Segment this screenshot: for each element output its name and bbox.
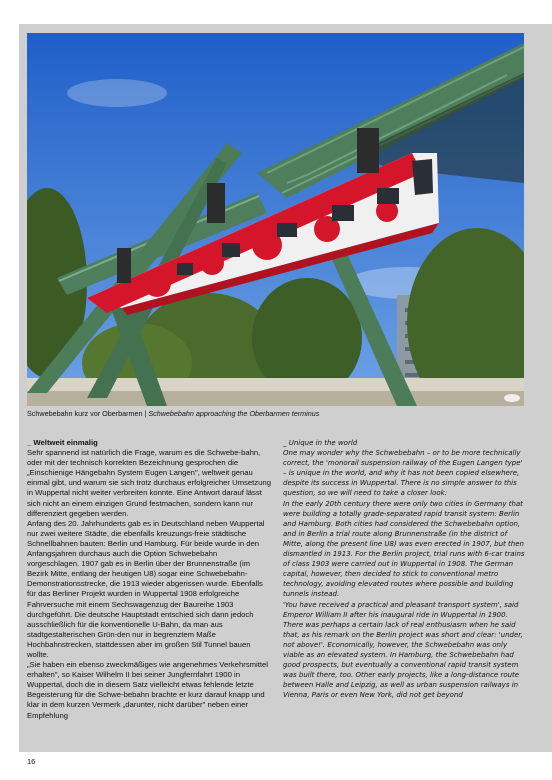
german-column (27, 438, 271, 721)
photo-caption (27, 409, 527, 418)
monorail-photo-icon (27, 33, 524, 406)
german-paragraph: Sehr spannend ist natürlich die Frage, warum es die Schwebe-bahn, oder mit der technisch korrekten Bezeichnung gesprochen die „Einschienige Hängebahn System Eugen Langen", weltweit genau einmal gibt, und warum sie sich trotz durchaus erfolgreicher Umsetzung in Wuppertal nicht weiter verbreiten konnte. Eine Antwort darauf lässt sich nicht an einem einzigen Grund festmachen, sondern kann nur differenziert gegeben werden. (27, 448, 271, 518)
photo-watermark-icon (504, 394, 520, 402)
page-number: 16 (27, 757, 36, 766)
caption-english: Schwebebahn approaching the Oberbarmen terminus (148, 409, 320, 418)
english-column (283, 438, 527, 700)
caption-german: Schwebebahn kurz vor Oberbarmen (27, 409, 143, 418)
german-paragraph: „Sie haben ein ebenso zweckmäßiges wie angenehmes Verkehrsmittel erhalten", so Kaiser Wilhelm II bei seiner Jungfernfahrt 1900 in Wuppertal, doch die in diesem Satz vielleicht etwas fehlende letzte Begeisterung für die Schwe-bebahn brachte er kurz darauf knapp und klar in dem kurzen Vermerk „darunter, nicht darüber" neben einer Empfehlung (27, 660, 269, 720)
german-paragraph: Anfang des 20. Jahrhunderts gab es in Deutschland neben Wuppertal nur zwei weitere Städte, die ebenfalls kreuzungs-freie städtische Schnellbahnen bauten: Berlin und Hamburg. Für beide wurde in den Anfangsjahren durchaus auch die Option Schwebebahn vorgeschlagen. 1907 gab es in Berlin über der Brunnenstraße (im Bezirk Mitte, entlang der heutigen U8) sogar eine Schwebebahn-Demonstrationsstrecke, die 1913 wieder abgerissen wurde. Ebenfalls für das Berliner Projekt wurden in Wuppertal 1908 erfolgreiche Fahrversuche mit einem Sechswagenzug der Baureihe 1903 durchgeführt. Die deutsche Hauptstadt entschied sich dann jedoch ausschließlich für die konventionelle U-Bahn, da man aus stadtgestalterischen Grün-den nur in begrenztem Maße Hochbahnstrecken, stattdessen aber im großen Stil Tunnel bauen wollte. (27, 518, 265, 659)
monorail-photo (27, 33, 524, 406)
english-heading: _ Unique in the world (283, 439, 358, 447)
caption-separator: | (142, 409, 149, 418)
english-paragraph: One may wonder why the Schwebebahn – or to be more technically correct, the 'monorail suspension railway of the Eugen Langen type' – is unique in the world, and why it has not been copied elsewhere, despite its success in Wuppertal. There is no simple answer to this question, so we will need to take a closer look: (283, 449, 523, 498)
german-heading: _ Weltweit einmalig (27, 438, 98, 447)
english-paragraph: In the early 20th century there were only two cities in Germany that were building a totally grade-separated rapid transit system: Berlin and Hamburg. Both cities had considered the Schwebebahn option, and in Berlin a trial route along Brunnenstraße (in the district of Mitte, along the present line U8) was even erected in 1907, but then dismantled in 1913. For the Berlin project, trial runs with 6-car trains of class 1903 were carried out in Wuppertal in 1908. The German capital, however, then decided to stick to conventional metro technology, avoiding elevated routes where possible and building tunnels instead. (283, 499, 525, 599)
english-paragraph: 'You have received a practical and pleasant transport system', said Emperor William II after his inaugural ride in Wuppertal in 1900. There was perhaps a certain lack of real enthusiasm when he said that, as his remark on the Berlin project was short and clear: 'under, not above!'. Economically, however, the Schwebebahn was only viable as an elevated system. In Hamburg, the Schwebebahn had good prospects, but eventually a conventional rapid transit system was built there, too. Other early projects, like a long-distance route between Halle and Leipzig, as well as urban suspension railways in Vienna, Paris or even New York, did not get beyond (283, 600, 523, 700)
